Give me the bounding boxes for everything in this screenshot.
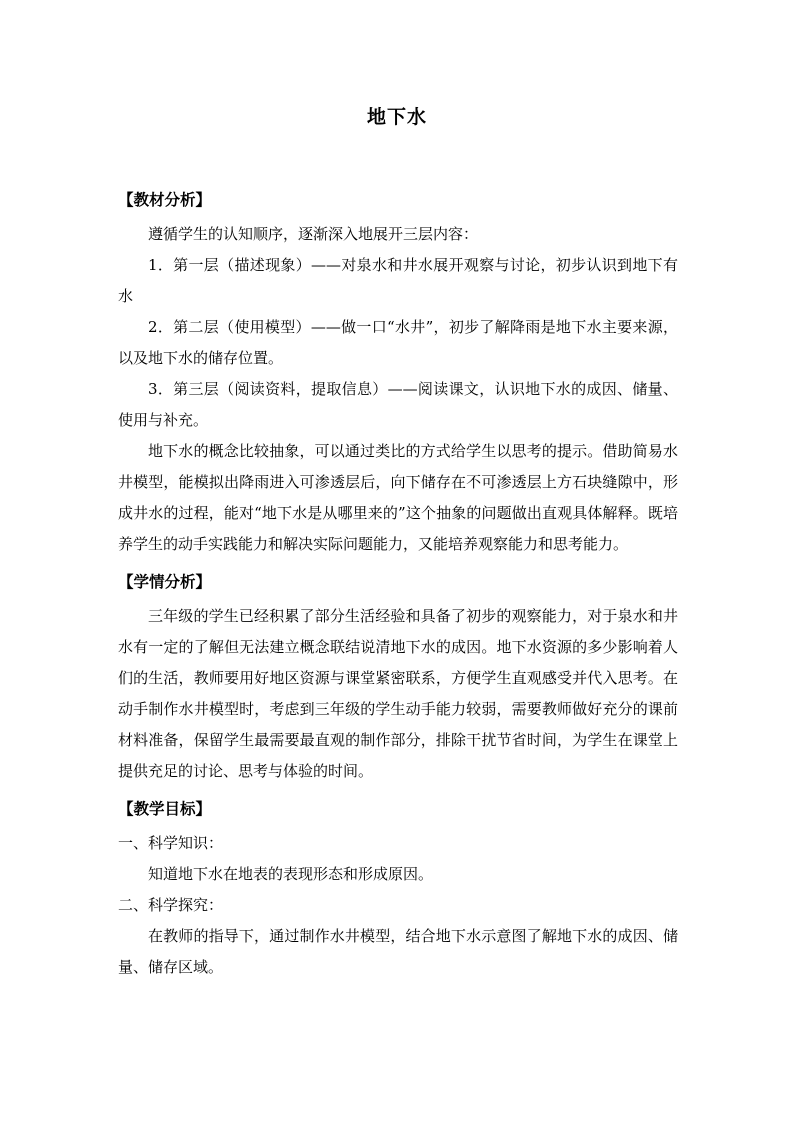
goal-label-science-knowledge: 一、科学知识： bbox=[118, 834, 224, 852]
section-heading-textbook-analysis: 【教材分析】 bbox=[118, 190, 212, 209]
textbook-analysis-item-1: 1．第一层（描述现象）——对泉水和井水展开观察与讨论，初步认识到地下有水 bbox=[118, 256, 678, 305]
textbook-analysis-intro: 遵循学生的认知顺序，逐渐深入地展开三层内容： bbox=[148, 225, 479, 243]
document-title: 地下水 bbox=[366, 106, 427, 128]
section-heading-learner-analysis: 【学情分析】 bbox=[118, 572, 212, 591]
document-body bbox=[118, 184, 678, 983]
textbook-analysis-paragraph: 地下水的概念比较抽象，可以通过类比的方式给学生以思考的提示。借助简易水井模型，能模拟出降雨进入可渗透层后，向下储存在不可渗透层上方石块缝隙中，形成井水的过程，能对“地下水是从哪里来的”这个抽象的问题做出直观具体解释。既培养学生的动手实践能力和解决实际问题能力，又能培养观察能力和思考能力。 bbox=[118, 442, 678, 553]
textbook-analysis-item-3: 3．第三层（阅读资料，提取信息）——阅读课文，认识地下水的成因、储量、使用与补充。 bbox=[118, 380, 678, 429]
learner-analysis-paragraph: 三年级的学生已经积累了部分生活经验和具备了初步的观察能力，对于泉水和井水有一定的了解但无法建立概念联结说清地下水的成因。地下水资源的多少影响着人们的生活，教师要用好地区资源与课堂紧密联系，方便学生直观感受并代入思考。在动手制作水井模型时，考虑到三年级的学生动手能力较弱，需要教师做好充分的课前材料准备，保留学生最需要最直观的制作部分，排除干扰节省时间，为学生在课堂上提供充足的讨论、思考与体验的时间。 bbox=[118, 607, 678, 780]
section-heading-teaching-goals: 【教学目标】 bbox=[118, 799, 212, 818]
goal-text-science-inquiry: 在教师的指导下，通过制作水井模型，结合地下水示意图了解地下水的成因、储量、储存区域。 bbox=[118, 927, 678, 976]
goal-text-science-knowledge: 知道地下水在地表的表现形态和形成原因。 bbox=[148, 865, 434, 883]
textbook-analysis-item-2: 2．第二层（使用模型）——做一口“水井”，初步了解降雨是地下水主要来源，以及地下水的储存位置。 bbox=[118, 318, 678, 367]
goal-label-science-inquiry: 二、科学探究： bbox=[118, 896, 224, 914]
